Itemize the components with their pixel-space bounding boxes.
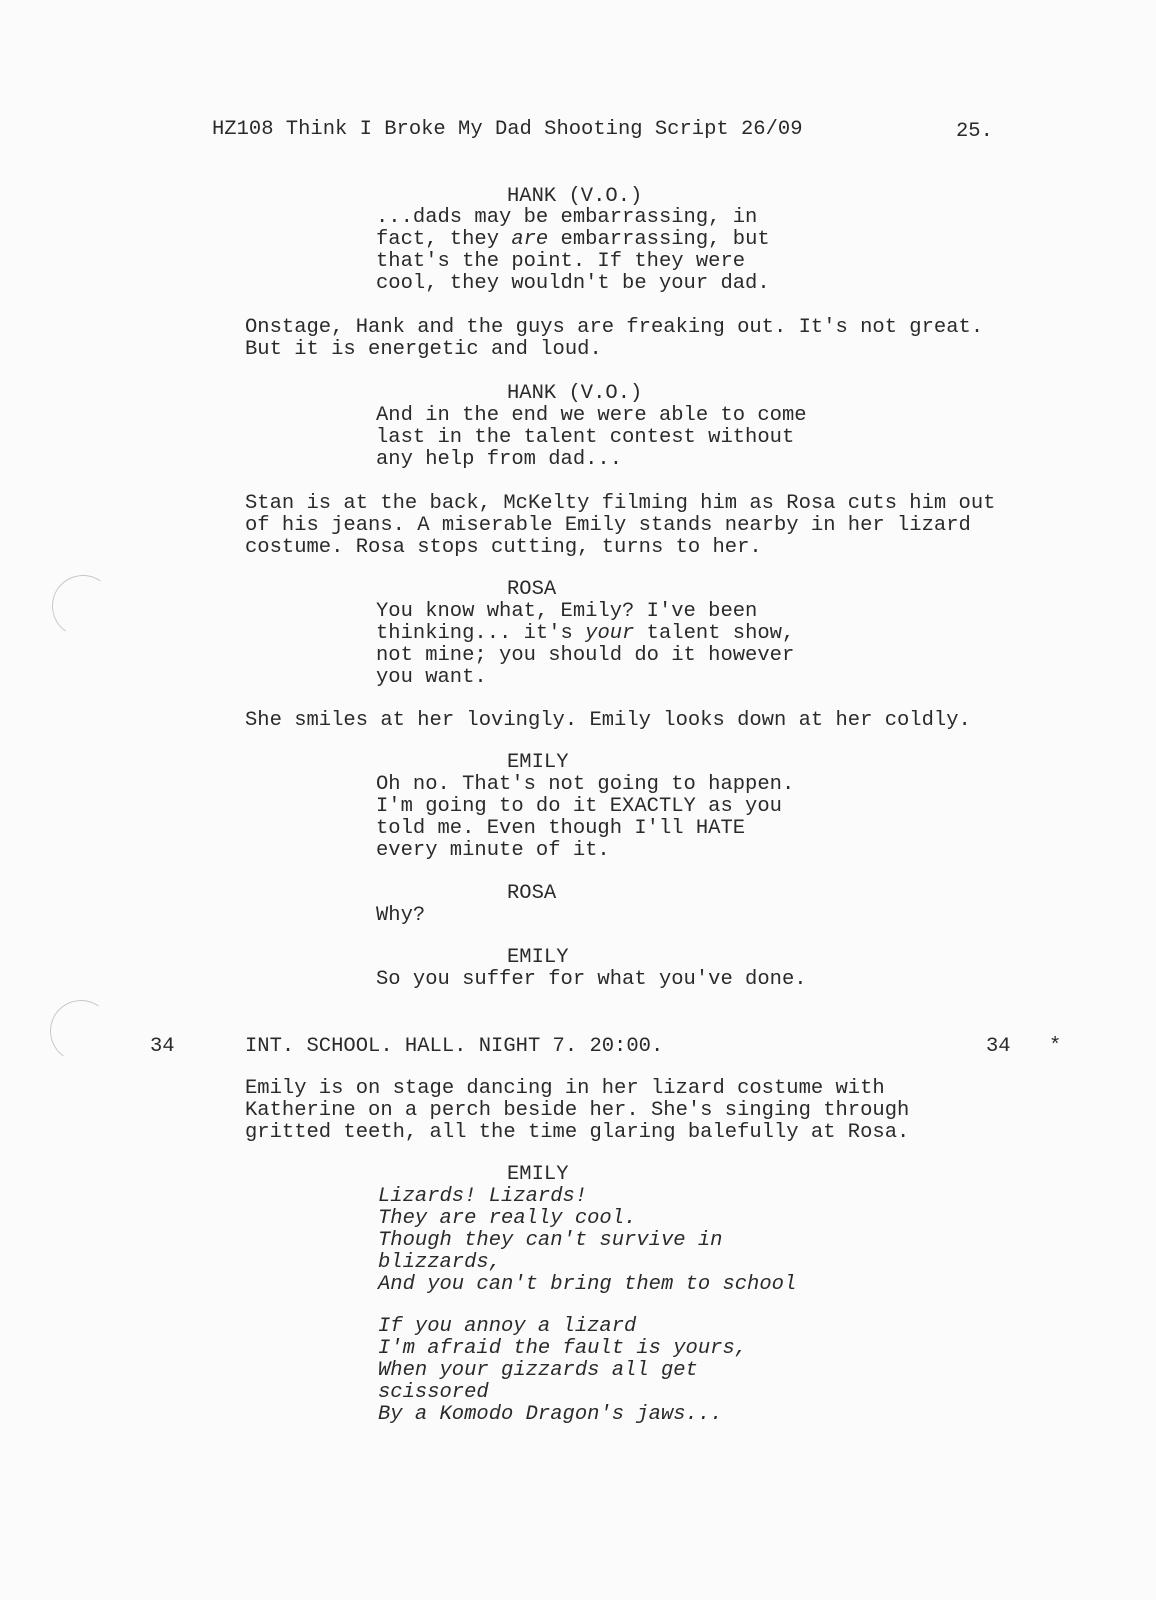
dialogue-line: fact, they are embarrassing, but — [376, 228, 770, 251]
action-line: Emily is on stage dancing in her lizard costume with — [245, 1077, 885, 1100]
dialogue-line: I'm going to do it EXACTLY as you — [376, 795, 782, 818]
dialogue-line: And in the end we were able to come — [376, 404, 807, 427]
character-name: HANK (V.O.) — [507, 185, 643, 208]
action-line: But it is energetic and loud. — [245, 338, 602, 361]
scene-number-right: 34 — [986, 1035, 1011, 1058]
lyric-line: Though they can't survive in — [378, 1229, 723, 1252]
dialogue-line: cool, they wouldn't be your dad. — [376, 272, 770, 295]
character-name: HANK (V.O.) — [507, 382, 643, 405]
lyric-line: blizzards, — [378, 1251, 502, 1274]
action-line: She smiles at her lovingly. Emily looks down at her coldly. — [245, 709, 971, 732]
emphasis: are — [511, 228, 549, 251]
character-name: EMILY — [507, 946, 569, 969]
dialogue-line: thinking... it's your talent show, — [376, 622, 795, 645]
dialogue-line: any help from dad... — [376, 448, 623, 471]
emphasis: your — [585, 622, 635, 645]
action-line: Stan is at the back, McKelty filming him as Rosa cuts him out — [245, 492, 996, 515]
character-name: EMILY — [507, 1163, 569, 1186]
lyric-line: Lizards! Lizards! — [378, 1185, 588, 1208]
dialogue-line: last in the talent contest without — [376, 426, 795, 449]
dialogue-line: told me. Even though I'll HATE — [376, 817, 746, 840]
action-line: of his jeans. A miserable Emily stands nearby in her lizard — [245, 514, 971, 537]
action-line: Katherine on a perch beside her. She's singing through — [245, 1099, 910, 1122]
dialogue-line: not mine; you should do it however — [376, 644, 795, 667]
dialogue-line: You know what, Emily? I've been — [376, 600, 758, 623]
lyric-line: And you can't bring them to school — [378, 1273, 797, 1296]
lyric-line: scissored — [378, 1381, 489, 1404]
scene-number-left: 34 — [150, 1035, 175, 1058]
lyric-line: I'm afraid the fault is yours, — [378, 1337, 748, 1360]
dialogue-line: you want. — [376, 666, 487, 689]
lyric-line: They are really cool. — [378, 1207, 637, 1230]
revision-asterisk: * — [1049, 1035, 1062, 1058]
lyric-line: If you annoy a lizard — [378, 1315, 637, 1338]
character-name: EMILY — [507, 751, 569, 774]
scene-heading: INT. SCHOOL. HALL. NIGHT 7. 20:00. — [245, 1035, 664, 1058]
character-name: ROSA — [507, 578, 557, 601]
character-name: ROSA — [507, 882, 557, 905]
dialogue-line: ...dads may be embarrassing, in — [376, 206, 758, 229]
header-title: HZ108 Think I Broke My Dad Shooting Script 26/09 — [212, 118, 803, 141]
page-number: 25. — [956, 120, 993, 143]
dialogue-line: that's the point. If they were — [376, 250, 746, 273]
dialogue-line: every minute of it. — [376, 839, 610, 862]
punch-hole-mark — [45, 995, 117, 1067]
punch-hole-mark — [47, 570, 119, 642]
dialogue-line: Why? — [376, 904, 426, 927]
action-line: costume. Rosa stops cutting, turns to her. — [245, 536, 762, 559]
action-line: Onstage, Hank and the guys are freaking out. It's not great. — [245, 316, 984, 339]
lyric-line: When your gizzards all get — [378, 1359, 698, 1382]
dialogue-line: So you suffer for what you've done. — [376, 968, 807, 991]
action-line: gritted teeth, all the time glaring balefully at Rosa. — [245, 1121, 910, 1144]
dialogue-line: Oh no. That's not going to happen. — [376, 773, 795, 796]
lyric-line: By a Komodo Dragon's jaws... — [378, 1403, 723, 1426]
